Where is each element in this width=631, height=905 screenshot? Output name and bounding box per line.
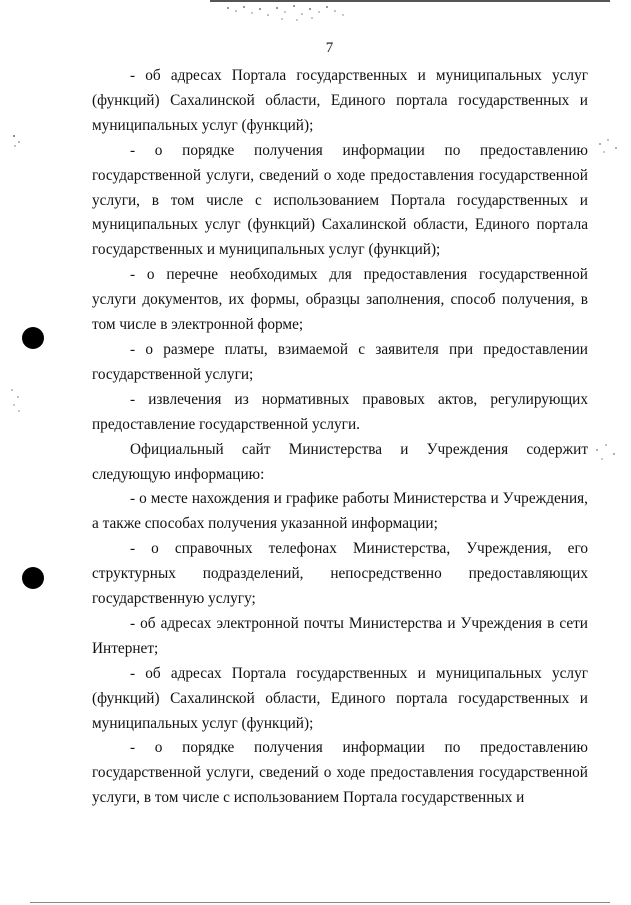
paragraph-email-addresses: - об адресах электронной почты Министерства и Учреждения в сети Интернет; [92,614,588,657]
scan-bottom-edge [30,902,610,903]
scan-noise-top [222,2,352,24]
scan-noise-left [10,130,24,150]
paragraph-information-procedure: - о порядке получения информации по предоставлению государственной услуги, сведений о ходе предоставления государственной услуги, в том числе с использованием Портала государственных и муниципальных услуг (функций) Сахалинской области, Единого портала государственных и муниципальных услуг (функций); [92,141,588,259]
paragraph-official-site-intro: Официальный сайт Министерства и Учреждения содержит следующую информацию: [92,440,588,483]
punch-hole-upper [22,327,44,349]
scan-noise-right-2 [592,440,622,464]
paragraph-documents-list: - о перечне необходимых для предоставления государственной услуги документов, их формы, образцы заполнения, способ получения, в том числе в электронной форме; [92,266,588,334]
page-number: 7 [325,40,334,56]
paragraph-fee-size: - о размере платы, взимаемой с заявителя при предоставлении государственной услуги; [92,340,588,383]
body-text [92,64,588,811]
scan-noise-right [596,136,622,158]
paragraph-portal-addresses: - об адресах Портала государственных и муниципальных услуг (функций) Сахалинской области, Единого портала государственных и муниципальных услуг (функций); [92,67,588,134]
paragraph-legal-extracts: - извлечения из нормативных правовых актов, регулирующих предоставление государственной услуги. [92,390,588,433]
scan-noise-left-2 [8,385,24,415]
paragraph-location-schedule: - о месте нахождения и графике работы Министерства и Учреждения, а также способах получения указанной информации; [92,490,588,533]
punch-hole-lower [22,567,44,589]
paragraph-portal-addresses-repeat: - об адресах Портала государственных и муниципальных услуг (функций) Сахалинской области, Единого портала государственных и муниципальных услуг (функций); [92,664,588,732]
paragraph-reference-phones: - о справочных телефонах Министерства, Учреждения, его структурных подразделений, непосредственно предоставляющих государственную услугу; [92,540,588,608]
paragraph-information-procedure-repeat: - о порядке получения информации по предоставлению государственной услуги, сведений о ходе предоставления государственной услуги, в том числе с использованием Портала государственных и [92,739,588,807]
